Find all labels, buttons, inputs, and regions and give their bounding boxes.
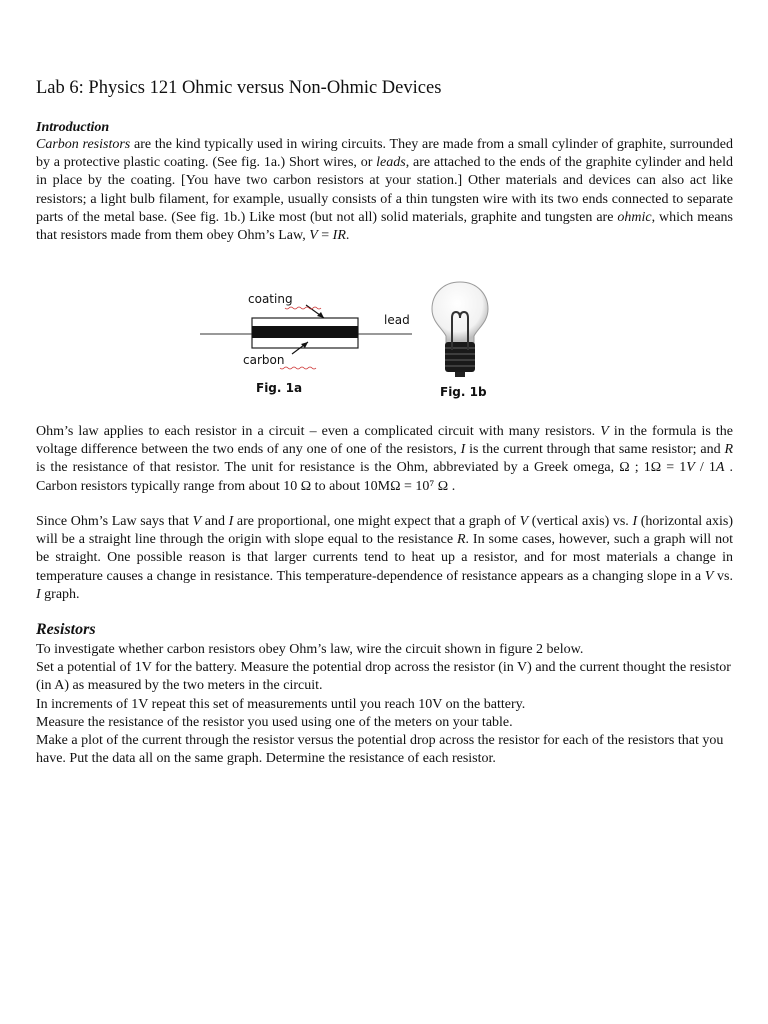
figure-1a-resistor-diagram xyxy=(200,288,412,372)
figure-1b-caption: Fig. 1b xyxy=(440,385,487,399)
instruction-line: Set a potential of 1V for the battery. Measure the potential drop across the resistor (in V) and the current thought the resistor (in A) as measured by the two meters in the circuit. xyxy=(36,660,731,694)
instruction-line: To investigate whether carbon resistors obey Ohm’s law, wire the circuit shown in figure 2 below. xyxy=(36,642,584,657)
instruction-line: Measure the resistance of the resistor you used using one of the meters on your table. xyxy=(36,714,513,730)
figure-1b-light-bulb xyxy=(428,278,492,378)
intro-paragraph-3: Since Ohm’s Law says that V and I are proportional, one might expect that a graph of V (vertical axis) vs. I (horizontal axis) will be a straight line through the origin with slope equal to the resistance R. In some cases, however, such a graph will not be straight. One possible reason is that larger currents tend to heat up a resistor, and for most materials a change in temperature causes a change in resistance. This temperature-dependence of resistance appears as a changing slope in a V vs. I graph. xyxy=(36,514,734,602)
section-heading-resistors: Resistors xyxy=(36,621,96,638)
figure-1a-lead-label: lead xyxy=(384,313,410,327)
resistors-instructions xyxy=(36,641,733,768)
instruction-line: Make a plot of the current through the resistor versus the potential drop across the resistor for each of the resistors that you have. Put the data all on the same graph. Determine the resistance of each resistor. xyxy=(36,733,724,767)
figure-1a-caption: Fig. 1a xyxy=(256,381,303,395)
instruction-line: In increments of 1V repeat this set of measurements until you reach 10V on the battery. xyxy=(36,696,526,712)
page-title: Lab 6: Physics 121 Ohmic versus Non-Ohmic Devices xyxy=(36,78,442,98)
figure-1a-carbon-label: carbon xyxy=(243,353,285,367)
section-heading-introduction: Introduction xyxy=(36,120,110,135)
figure-1a-coating-label: coating xyxy=(248,292,293,306)
intro-paragraph-2: Ohm’s law applies to each resistor in a circuit – even a complicated circuit with many resistors. V in the formula is the voltage difference between the two ends of any one of one of the resistors, I is the current through that same resistor; and R is the resistance of that resistor. The unit for resistance is the Ohm, abbreviated by a Greek omega, Ω ; 1Ω = 1V / 1A . Carbon resistors typically range from about 10 Ω to about 10MΩ = 10⁷ Ω . xyxy=(36,424,734,494)
intro-paragraph-1: Carbon resistors are the kind typically used in wiring circuits. They are made from a small cylinder of graphite, surrounded by a protective plastic coating. (See fig. 1a.) Short wires, or leads, are attached to the ends of the graphite cylinder and held in place by the coating. [You have two carbon resistors at your station.] Other materials and devices can also act like resistors; a light bulb filament, for example, usually consists of a thin tungsten wire with its two ends connected to separate parts of the metal base. (See fig. 1b.) Like most (but not all) solid materials, graphite and tungsten are ohmic, which means that resistors made from them obey Ohm’s Law, V = IR. xyxy=(36,137,733,244)
